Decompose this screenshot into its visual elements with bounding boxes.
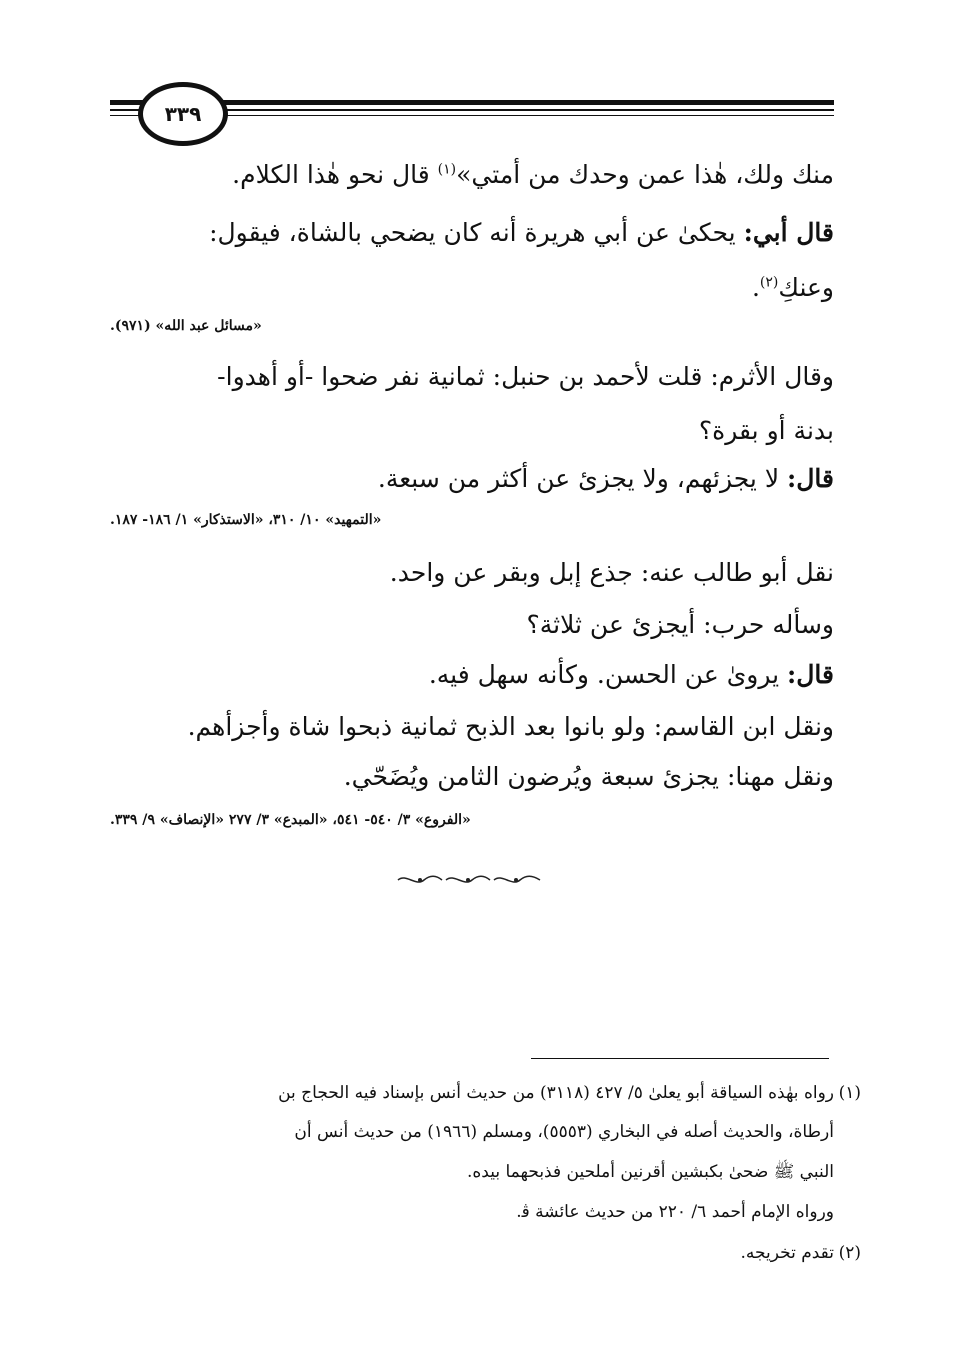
text-line-3: وعنكِ$^{(٢)}$.	[751, 273, 834, 302]
text-line-5: بدنة أو بقرة؟	[698, 416, 834, 445]
footnote-1-line-2: أرطاة، والحديث أصله في البخاري (٥٥٥٣)، ومسلم (١٩٦٦) من حديث أنس أن	[294, 1122, 834, 1142]
footnote-ref-2: (٢)	[759, 274, 779, 291]
source-reference-2: «التمهيد» ١٠/ ٣١٠، «الاستذكار» ١/ ١٨٦- ١٨٧.	[110, 512, 382, 528]
text-line-9: قال: يروىٰ عن الحسن. وكأنه سهل فيه.	[428, 660, 834, 689]
text-line-1: منك ولك، هٰذا عمن وحدك من أمتي»$^{(١)}$ قال نحو هٰذا الكلام.	[232, 160, 834, 189]
footnote-1-line-3: النبي ﷺ ضحىٰ بكبشين أقرنين أملحين فذبحهما بيده.	[467, 1162, 834, 1182]
text-line-6: قال: لا يجزئهم، ولا يجزئ عن أكثر من سبعة.	[377, 464, 834, 493]
footnote-separator	[531, 1058, 829, 1059]
text-line-4: وقال الأثرم: قلت لأحمد بن حنبل: ثمانية نفر ضحوا -أو أهدوا-	[217, 362, 834, 391]
footnote-2-line-1: تقدم تخريجه.	[740, 1243, 834, 1263]
text-line-11: ونقل مهنا: يجزئ سبعة ويُرضون الثامن ويُضَحّي.	[343, 762, 834, 791]
ornament-divider	[396, 873, 542, 887]
footnote-1-line-1: رواه بهٰذه السياقة أبو يعلىٰ ٥/ ٤٢٧ (٣١١٨) من حديث أنس بإسناد فيه الحجاج بن	[278, 1083, 834, 1103]
footnote-number-1: (١)	[838, 1083, 861, 1103]
page-header	[110, 82, 834, 132]
page-number: ٣٣٩	[138, 82, 228, 146]
footnote-ref-1: (١)	[437, 161, 457, 178]
text-line-2: قال أبي: يحكىٰ عن أبي هريرة أنه كان يضحي بالشاة، فيقول:	[209, 218, 834, 247]
footnote-1-line-4: ورواه الإمام أحمد ٦/ ٢٢٠ من حديث عائشة ﭬ.	[516, 1202, 834, 1222]
source-reference-1: «مسائل عبد الله» (٩٧١).	[110, 318, 262, 334]
footnote-number-2: (٢)	[838, 1243, 861, 1263]
text-line-8: وسأله حرب: أيجزئ عن ثلاثة؟	[526, 610, 834, 639]
text-line-7: نقل أبو طالب عنه: جذع إبل وبقر عن واحد.	[389, 558, 834, 587]
source-reference-3: «الفروع» ٣/ ٥٤٠- ٥٤١، «المبدع» ٣/ ٢٧٧ «الإنصاف» ٩/ ٣٣٩.	[110, 812, 471, 828]
text-line-10: ونقل ابن القاسم: ولو بانوا بعد الذبح ثمانية ذبحوا شاة وأجزأهم.	[187, 712, 834, 741]
